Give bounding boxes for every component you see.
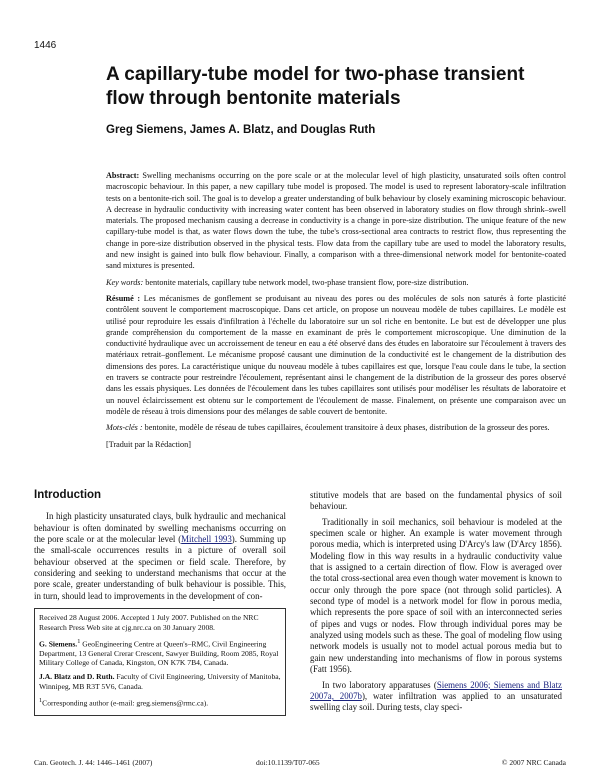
article-info-box [34, 608, 286, 716]
footer-copyright: © 2007 NRC Canada [501, 758, 566, 767]
article-title: A capillary-tube model for two-phase transient flow through bentonite materials [106, 64, 525, 109]
section-heading-introduction: Introduction [34, 489, 102, 501]
author-affiliation-siemens [39, 637, 281, 669]
affil-name-blatz-ruth: J.A. Blatz and D. Ruth. [39, 672, 115, 682]
resume [106, 293, 566, 417]
left-column [34, 490, 286, 716]
corresponding-author [39, 696, 281, 708]
intro-p1-text-b: ). Summing up the small-scale occurrences results in a picture of overall soil behaviour observed at the specimen or field scale. Therefore, by considering and seeking to understand mechanisms that occur at the pore scale, greater understanding of bulk behaviour is possible. This, in turn, should lead to improvements in the development of con- [34, 534, 286, 601]
abstract [106, 170, 566, 272]
author-list: Greg Siemens, James A. Blatz, and Douglas Ruth [106, 124, 376, 136]
resume-text: Les mécanismes de gonflement se produisant au niveau des pores ou des molécules de sols non saturés à forte plasticité contrôlent souvent le comportement macroscopique. Dans cet article, on propose un nouveau modèle de tubes capillaires. Le modèle est utilisé pour reproduire les essais d'infiltration à l'échelle du laboratoire sur un sol riche en bentonite. Le but est de développer une plus grande compréhension du comportement de la masse en examinant de près le comportement microscopique. Une diminution de la conductivité hydraulique avec un accroissement de teneur en eau a été observé dans des études en laboratoire sur l'écoulement à travers des matériaux retrait–gonflement. Le mécanisme proposé causant une diminution de la conductivité est le changement de la distribution des dimensions des pores. La caractéristique unique du nouveau modèle à tubes capillaires est que, lorsque l'eau coule dans le tube, la section en travers se contracte pour restreindre l'écoulement, représentant ainsi le changement de la distribution de la grosseur des pores observé dans les essais physiques. Les données de l'écoulement dans les tubes capillaires sont utilisés pour modéliser les résultats de laboratoire et un nouvel éclaircissement est obtenu sur le comportement de l'écoulement de masse. Finalement, on présente une comparaison avec un modèle de réseau à trois dimensions pour des mélanges de sable couvert de bentonite. [106, 293, 566, 416]
citation-link-mitchell[interactable]: Mitchell 1993 [181, 534, 232, 545]
intro-paragraph-2: Traditionally in soil mechanics, soil behaviour is modeled at the specimen scale or higher. An example is water movement through porous media, which is interpreted using D'Arcy's law (D'Arcy 1856). Modeling flow in this way results in a hydraulic conductivity value that is assigned to a certain direction of flow. Flow is averaged over the total cross-sectional area even though water movement is known to occur only through the pore space (not through solid particles). A second type of model is a network model for flow in porous media, which represents the pore space of soil with an interconnected series of pipes and vugs or nodes. Flow through individual pores may be analyzed using models such as these. The goal of modeling flow using network models is usually not to model actual porous media but to gain new understanding into mechanisms of flow in porous systems (Fatt 1956). [310, 516, 562, 675]
received-dates: Received 28 August 2006. Accepted 1 July 2007. Published on the NRC Research Press Web site at cjg.nrc.ca on 30 January 2008. [39, 613, 259, 632]
intro-p3-text-b: ), water infiltration was applied to an unsaturated swelling clay soil. During tests, clay speci- [310, 690, 562, 713]
affil-name-siemens: G. Siemens. [39, 639, 78, 649]
keywords-text: bentonite materials, capillary tube network model, two-phase transient flow, pore-size distribution. [145, 277, 469, 287]
author-affiliation-blatz-ruth [39, 672, 281, 691]
right-column [310, 490, 562, 718]
corr-sup: 1 [39, 696, 43, 704]
keywords-label: Key words: [106, 277, 144, 287]
abstract-label: Abstract: [106, 171, 140, 180]
page-footer [34, 758, 566, 770]
resume-label: Résumé : [106, 293, 141, 303]
citation-link-siemens[interactable]: Siemens 2006; Siemens and Blatz 2007a, 2007b [310, 679, 562, 701]
keywords [106, 277, 566, 288]
abstract-text: Swelling mechanisms occurring on the pore scale or at the molecular level of high plasticity, unsaturated soils often control macroscopic behaviour. In this paper, a new capillary tube model is proposed. The model is used to represent laboratory-scale infiltration tests on a bentonite-rich soil. The goal is to develop a greater understanding of bulk behaviour by closely examining microscopic behaviour. A decrease in hydraulic conductivity with increasing water content has been observed in laboratory studies on flow through shrink–swell materials. The proposed mechanism causing a decrease in conductivity is a change in pore-size distribution. The unique feature of the new capillary-tube model is that, as water flows down the tube, the tube's cross-sectional area contracts to restrict flow, thus representing the change in pore-size distribution observed in the physical tests. Flow data from the capillary tube are used to model the laboratory results, and new insight is gained into bulk flow behaviour. Finally, a comparison with a three-dimensional network model for bentonite-coated sand mixtures is presented. [106, 171, 566, 271]
page-number: 1446 [34, 40, 57, 51]
intro-p1-text-a: In high plasticity unsaturated clays, bulk hydraulic and mechanical behaviour is often dominated by swelling mechanisms occurring on the pore scale or at the molecular level ( [34, 511, 286, 545]
affil-sup-1: 1 [77, 637, 81, 645]
footer-doi[interactable]: doi:10.1139/T07-065 [256, 758, 320, 767]
mots-cles-label: Mots-clés : [106, 423, 143, 433]
affil-text-blatz-ruth: Faculty of Civil Engineering, University of Manitoba, Winnipeg, MB R3T 5V6, Canada. [39, 672, 281, 691]
intro-paragraph-3 [310, 680, 562, 714]
translation-note: [Traduit par la Rédaction] [106, 439, 191, 449]
corresponding-author-text: Corresponding author (e-mail: greg.siemens@rmc.ca). [42, 698, 209, 708]
footer-journal: Can. Geotech. J. 44: 1446–1461 (2007) [34, 758, 153, 767]
affil-text-siemens: GeoEngineering Centre at Queen's–RMC, Civil Engineering Department, 13 General Crerar Crescent, Sawyer Building, Room 2085, Royal Military College of Canada, Kingston, ON K7K 7B4, Canada. [39, 639, 279, 668]
mots-cles [106, 422, 566, 433]
intro-p3-text-a: In two laboratory apparatuses ( [322, 679, 437, 690]
abstract-block [106, 170, 566, 455]
intro-continuation: stitutive models that are based on the fundamental physics of soil behaviour. [310, 490, 562, 512]
mots-cles-text: bentonite, modèle de réseau de tubes capillaires, écoulement transitoire à deux phases, distribution de la grosseur des pores. [144, 423, 550, 433]
intro-paragraph-1 [34, 511, 286, 602]
